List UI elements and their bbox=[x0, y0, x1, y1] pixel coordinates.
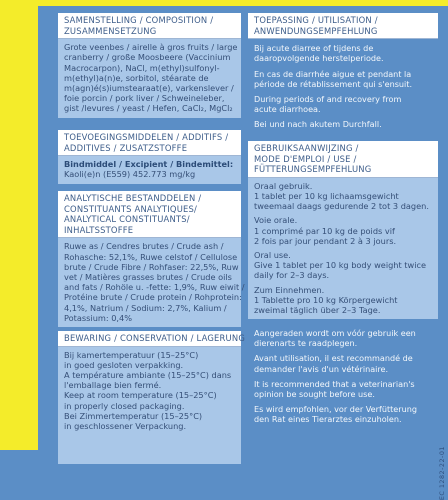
text-line: opinion be sought before use. bbox=[254, 389, 375, 400]
right-column bbox=[248, 13, 438, 450]
paragraph bbox=[254, 328, 444, 348]
text-line: and fats / Rohöle u. -fette: 1,9%, Ruw eiwit / bbox=[64, 282, 245, 293]
analytical-section bbox=[58, 191, 245, 327]
header-line: TOEVOEGINGSMIDDELEN / ADDITIFS / bbox=[64, 132, 229, 142]
additives-header bbox=[58, 130, 241, 156]
advice-section bbox=[248, 328, 448, 425]
yellow-side-band bbox=[0, 0, 38, 450]
storage-header bbox=[58, 331, 246, 347]
application-header bbox=[248, 13, 438, 39]
composition-section bbox=[58, 13, 241, 118]
text-line: Voie orale. bbox=[254, 215, 298, 226]
text-line: Give 1 tablet per 10 kg body weight twice bbox=[254, 260, 427, 271]
text-line: A température ambiante (15–25°C) dans bbox=[64, 370, 232, 380]
text-line: Bij kamertemperatuur (15–25°C) bbox=[64, 349, 199, 360]
text-line: zweimal täglich über 2–3 Tage. bbox=[254, 305, 381, 316]
paragraph bbox=[254, 43, 432, 63]
text-line: 1 tablet per 10 kg lichaamsgewicht bbox=[254, 190, 399, 201]
analytical-body bbox=[58, 238, 245, 327]
binder-value: Kaoli(e)n (E559) 452.773 mg/kg bbox=[64, 169, 196, 180]
paragraph bbox=[254, 94, 432, 114]
text-line: Grote veenbes / airelle à gros fruits / large bbox=[64, 42, 238, 53]
header-line: GEBRUIKSAANWIJZING / bbox=[254, 143, 359, 153]
vertical-code: EC 1282-22-01 bbox=[438, 446, 446, 500]
text-line: in goed gesloten verpakking. bbox=[64, 359, 184, 370]
text-line: It is recommended that a veterinarian's bbox=[254, 378, 415, 389]
usage-header bbox=[248, 141, 438, 178]
text-line: cranberry / große Moosbeere (Vaccinium bbox=[64, 52, 231, 63]
text-line: demander l'avis d'un vétérinaire. bbox=[254, 363, 389, 374]
additives-body bbox=[58, 156, 241, 183]
text-line: Bij acute diarree of tijdens de bbox=[254, 43, 374, 54]
header-line: TOEPASSING / UTILISATION / bbox=[254, 15, 378, 25]
composition-header bbox=[58, 13, 241, 39]
additives-section bbox=[58, 130, 241, 184]
header-line: FÜTTERUNGSEMPFEHLUNG bbox=[254, 164, 372, 175]
header-line: ANWENDUNGSEMPFEHLUNG bbox=[254, 25, 378, 36]
text-line: den Rat eines Tierarztes einzuholen. bbox=[254, 414, 402, 425]
usage-body bbox=[248, 178, 438, 319]
header-line: ZUSAMMENSETZUNG bbox=[64, 25, 157, 36]
header-line: BEWARING / CONSERVATION / LAGERUNG bbox=[64, 333, 246, 343]
header-line: SAMENSTELLING / COMPOSITION / bbox=[64, 15, 214, 25]
header-line: MODE D'EMPLOI / USE / bbox=[254, 153, 357, 164]
text-line: Bei und nach akutem Durchfall. bbox=[254, 119, 382, 130]
text-line: During periods of and recovery from bbox=[254, 94, 402, 104]
text-line: acute diarrhoea. bbox=[254, 104, 321, 115]
application-body bbox=[248, 39, 438, 129]
text-line: période de rétablissement qui s'ensuit. bbox=[254, 78, 413, 89]
text-line: 4,1%, Natrium / Sodium: 2,7%, Kalium / bbox=[64, 302, 227, 313]
paragraph bbox=[254, 215, 432, 246]
text-line: Potassium: 0,4% bbox=[64, 312, 133, 323]
header-line: ANALYTISCHE BESTANDDELEN / bbox=[64, 193, 202, 203]
text-line: Bei Zimmertemperatur (15–25°C) bbox=[64, 410, 203, 421]
text-line: dierenarts te raadplegen. bbox=[254, 338, 358, 349]
text-line: m(ethyl)a(n)e, sorbitol, stéarate de bbox=[64, 72, 209, 83]
text-line: Rohasche: 52,1%, Ruwe celstof / Cellulose bbox=[64, 251, 238, 262]
text-line: l'emballage bien fermé. bbox=[64, 380, 162, 391]
composition-body bbox=[58, 39, 241, 117]
text-line: Keep at room temperature (15–25°C) bbox=[64, 390, 217, 401]
text-line: daily for 2–3 days. bbox=[254, 270, 330, 281]
analytical-header bbox=[58, 191, 241, 238]
text-line: Protéine brute / Crude protein / Rohprotein: bbox=[64, 292, 242, 303]
text-line: Macrocarpon), NaCl, m(ethyl)sulfonyl- bbox=[64, 62, 220, 73]
text-line: foie porcin / pork liver / Schweineleber, bbox=[64, 93, 225, 104]
application-section bbox=[248, 13, 438, 130]
text-line: brute / Crude Fibre / Rohfaser: 22,5%, Ruw bbox=[64, 261, 239, 272]
yellow-top-band bbox=[38, 0, 448, 6]
left-column bbox=[58, 13, 246, 450]
text-line: Zum Einnehmen. bbox=[254, 284, 325, 295]
header-line: CONSTITUANTS ANALYTIQUES/ bbox=[64, 203, 198, 214]
text-line: Aangeraden wordt om vóór gebruik een bbox=[254, 328, 416, 338]
paragraph bbox=[254, 250, 432, 281]
header-line: INHALTSSTOFFE bbox=[64, 224, 134, 235]
paragraph bbox=[254, 181, 432, 212]
text-line: daaropvolgende herstelperiode. bbox=[254, 53, 384, 64]
storage-section bbox=[58, 331, 246, 464]
paragraph bbox=[254, 404, 444, 424]
paragraph bbox=[254, 353, 444, 373]
paragraph bbox=[254, 285, 432, 316]
binder-title: Bindmiddel / Excipient / Bindemittel: bbox=[64, 159, 234, 170]
text-line: vet / Matières grasses brutes / Crude oils bbox=[64, 271, 232, 282]
text-line: 1 comprimé par 10 kg de poids vif bbox=[254, 225, 395, 236]
text-line: En cas de diarrhée aigue et pendant la bbox=[254, 68, 412, 79]
storage-body bbox=[58, 347, 241, 464]
paragraph bbox=[254, 69, 432, 89]
text-line: 1 Tablette pro 10 kg Körpergewicht bbox=[254, 294, 398, 305]
text-line: m(agn)é(s)iumstearaat(e), varkenslever / bbox=[64, 83, 234, 93]
header-line: ADDITIVES / ZUSATZSTOFFE bbox=[64, 142, 188, 153]
text-line: Avant utilisation, il est recommandé de bbox=[254, 353, 413, 364]
usage-section bbox=[248, 141, 438, 319]
header-line: ANALYTICAL CONSTITUANTS/ bbox=[64, 214, 190, 225]
paragraph bbox=[254, 379, 444, 399]
text-line: 2 fois par jour pendant 2 à 3 jours. bbox=[254, 235, 397, 246]
text-line: Ruwe as / Cendres brutes / Crude ash / bbox=[64, 241, 224, 252]
text-line: Oraal gebruik. bbox=[254, 180, 313, 191]
text-line: in properly closed packaging. bbox=[64, 400, 185, 411]
text-line: Es wird empfohlen, vor der Verfütterung bbox=[254, 404, 418, 415]
text-line: tweemaal daags gedurende 2 tot 3 dagen. bbox=[254, 201, 429, 212]
paragraph bbox=[254, 119, 432, 129]
text-line: in geschlossener Verpackung. bbox=[64, 421, 187, 432]
text-line: gist /levures / yeast / Hefen, CaCl₂, MgCl₂ bbox=[64, 103, 233, 114]
text-line: Oral use. bbox=[254, 250, 291, 260]
